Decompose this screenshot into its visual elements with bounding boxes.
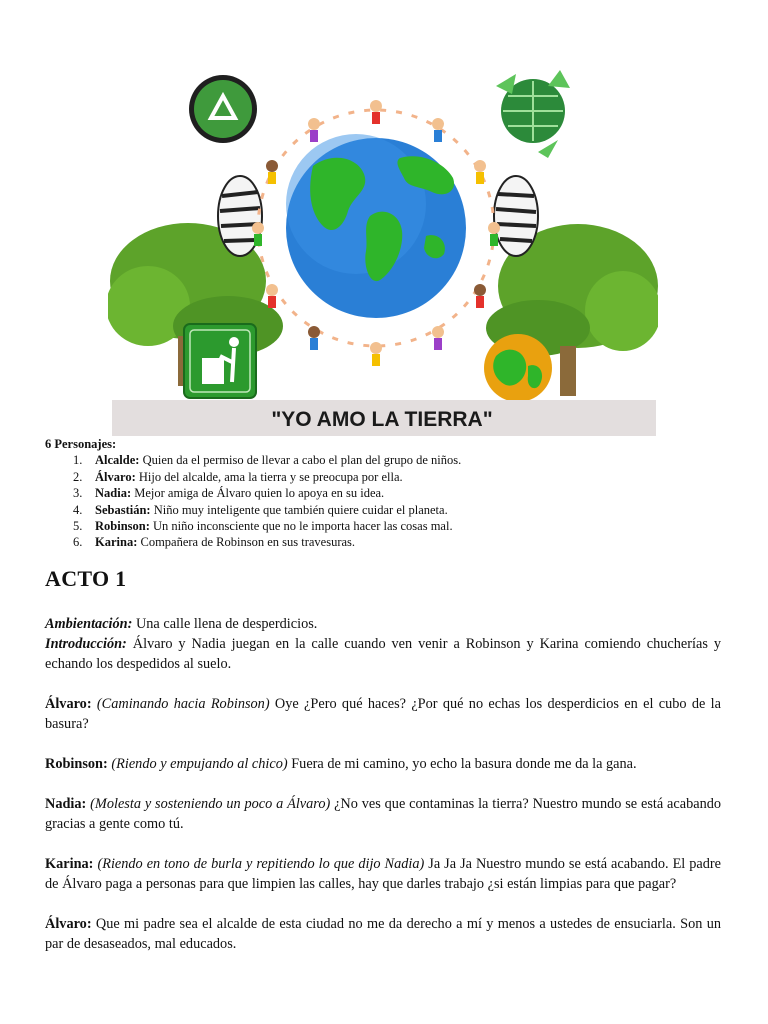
character-description: Quien da el permiso de llevar a cabo el plan del grupo de niños. (139, 453, 462, 468)
speaker-name: Karina: (45, 856, 94, 872)
speaker-name: Álvaro: (45, 696, 92, 712)
act-title: ACTO 1 (45, 566, 127, 591)
setting-label: Ambientación: (45, 616, 133, 632)
character-item (73, 518, 725, 534)
dialogue-line (45, 794, 721, 834)
trash-bin-icon (184, 324, 256, 398)
character-description: Mejor amiga de Álvaro quien lo apoya en su idea. (131, 486, 385, 501)
illustration-svg (108, 66, 658, 438)
intro-line (45, 634, 721, 674)
character-description: Hijo del alcalde, ama la tierra y se preocupa por ella. (135, 469, 403, 484)
dialogue-text: Que mi padre sea el alcalde de esta ciudad no me da derecho a mí y menos a ustedes de ensuciarla. Son un par de desaseados, mal educados. (45, 916, 721, 952)
speaker-name: Robinson: (45, 756, 108, 772)
item-number: 3. (73, 486, 83, 501)
dialogue-line (45, 854, 721, 894)
right-zebra-icon (494, 176, 538, 256)
stage-direction: (Caminando hacia Robinson) (96, 696, 270, 712)
dialogue-line (45, 694, 721, 734)
item-number: 5. (73, 519, 83, 534)
setting-text: Una calle llena de desperdicios. (132, 616, 318, 632)
dialogue-text: ¿No ves que contaminas la tierra? Nuestro mundo se está acabando gracias a gente como tú. (45, 796, 722, 832)
small-globe-icon (484, 334, 552, 402)
intro-text: Álvaro y Nadia juegan en la calle cuando ven venir a Robinson y Karina comiendo chucherías y echando los despedidos al suelo. (45, 636, 721, 672)
character-name: Robinson: (95, 519, 150, 534)
character-item (73, 534, 725, 550)
item-number: 2. (73, 469, 83, 484)
character-description: Un niño inconsciente que no le importa hacer las cosas mal. (149, 519, 453, 534)
dialogue-text: Ja Ja Ja Nuestro mundo se está acabando. El padre de Álvaro paga a personas para que limpien las calles, hay que darles trabajo ¿si están limpias para que pagar? (45, 856, 722, 892)
character-name: Álvaro: (95, 469, 136, 484)
recycle-globe-icon (496, 70, 570, 158)
dialogue-text: Oye ¿Pero qué haces? ¿Por qué no echas los desperdicios en el cubo de la basura? (45, 696, 721, 732)
speaker-name: Álvaro: (45, 916, 92, 932)
character-list (45, 452, 725, 550)
cast-list (45, 436, 725, 551)
character-description: Compañera de Robinson en sus travesuras. (137, 535, 356, 550)
earth-day-illustration (108, 66, 658, 438)
script-body (45, 614, 721, 954)
banner-title: "YO AMO LA TIERRA" (271, 408, 493, 431)
character-name: Karina: (95, 535, 138, 550)
setting-line (45, 614, 721, 634)
character-name: Sebastián: (95, 502, 151, 517)
dialogue-line (45, 914, 721, 954)
character-description: Niño muy inteligente que también quiere cuidar el planeta. (150, 502, 448, 517)
title-banner (112, 400, 656, 436)
character-item (73, 469, 725, 485)
character-item (73, 485, 725, 501)
speaker-name: Nadia: (45, 796, 87, 812)
dialogue-text: Fuera de mi camino, yo echo la basura donde me da la gana. (287, 756, 637, 772)
character-item (73, 452, 725, 468)
character-name: Alcalde: (95, 453, 140, 468)
intro-label: Introducción: (45, 636, 127, 652)
item-number: 1. (73, 453, 83, 468)
stage-direction: (Riendo en tono de burla y repitiendo lo que dijo Nadia) (97, 856, 425, 872)
dialogue-line (45, 754, 721, 774)
recycle-badge-icon (189, 75, 257, 143)
globe-icon (286, 134, 466, 318)
cast-heading: 6 Personajes: (45, 437, 117, 451)
stage-direction: (Riendo y empujando al chico) (111, 756, 288, 772)
character-item (73, 502, 725, 518)
item-number: 6. (73, 535, 83, 550)
stage-direction: (Molesta y sosteniendo un poco a Álvaro) (90, 796, 331, 812)
item-number: 4. (73, 502, 83, 517)
character-name: Nadia: (95, 486, 132, 501)
